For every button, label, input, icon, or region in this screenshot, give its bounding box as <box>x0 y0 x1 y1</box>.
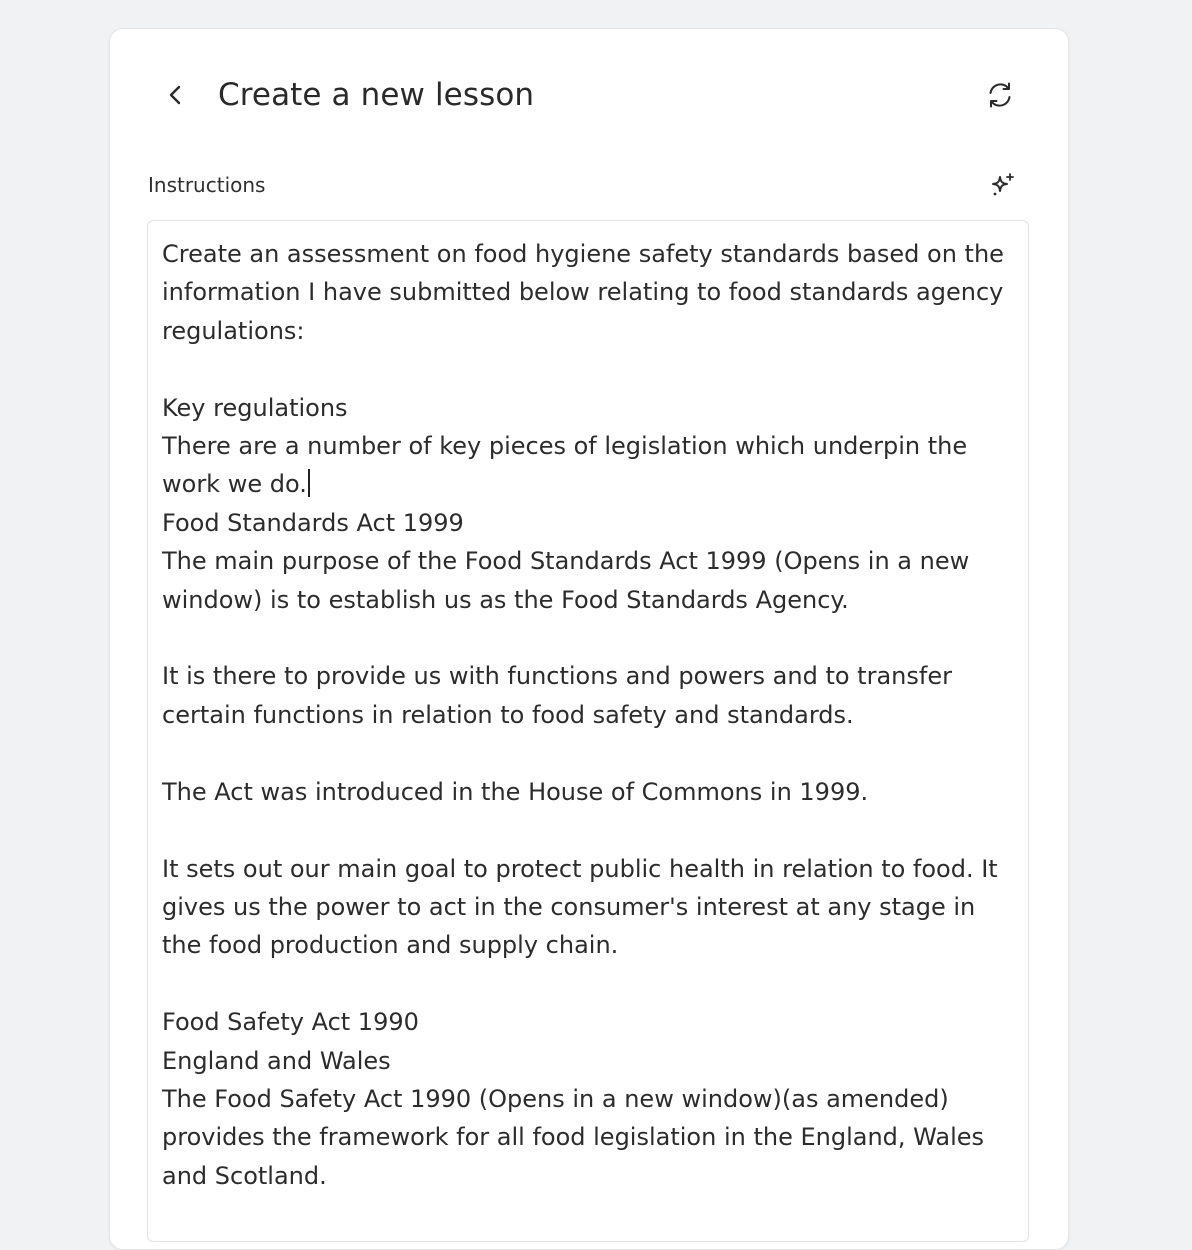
instructions-label: Instructions <box>148 173 266 197</box>
back-button[interactable] <box>154 73 198 117</box>
instructions-text-before-caret: Create an assessment on food hygiene safety standards based on the information I have submitted below relating to food standards agency regulations: Key regulations There are a number of key pieces of legislation which underpin the work we do. <box>162 240 1004 499</box>
instructions-textarea[interactable] <box>147 220 1029 1242</box>
text-caret <box>308 469 310 497</box>
refresh-icon <box>985 80 1015 110</box>
page-title: Create a new lesson <box>218 77 535 113</box>
instructions-text <box>162 235 1010 1195</box>
chevron-left-icon <box>165 84 187 106</box>
refresh-button[interactable] <box>978 73 1022 117</box>
instructions-text-after-caret: Food Standards Act 1999 The main purpose of the Food Standards Act 1999 (Opens in a new window) is to establish us as the Food Standards Agency. It is there to provide us with functions and powers and to transfer certain functions in relation to food safety and standards. The Act was introduced in the House of Commons in 1999. It sets out our main goal to protect public health in relation to food. It gives us the power to act in the consumer's interest at any stage in the food production and supply chain. Food Safety Act 1990 England and Wales The Food Safety Act 1990 (Opens in a new window)(as amended) provides the framework for all food legislation in the England, Wales and Scotland. <box>162 508 998 1190</box>
ai-generate-button[interactable] <box>984 166 1022 204</box>
sparkle-icon <box>989 171 1017 199</box>
